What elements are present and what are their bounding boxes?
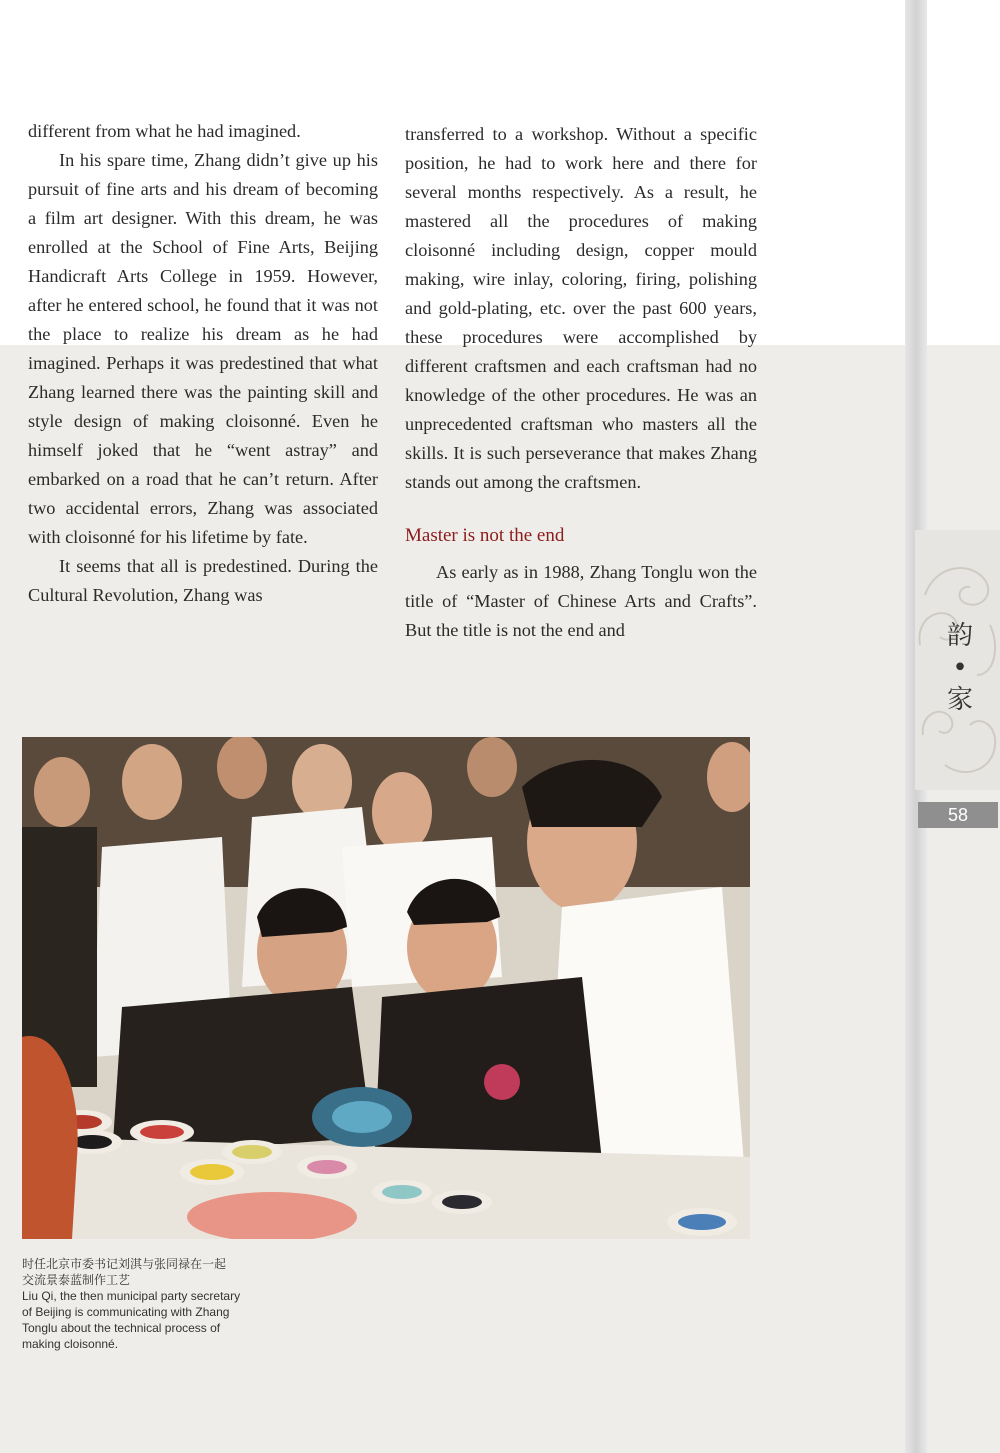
photo-caption <box>22 1256 252 1352</box>
left-text-column <box>28 117 378 610</box>
caption-en: Liu Qi, the then municipal party secretary of Beijing is communicating with Zhang Tonglu about the technical process of making cloisonné. <box>22 1289 241 1351</box>
caption-zh-line-2: 交流景泰蓝制作工艺 <box>22 1273 131 1287</box>
paragraph: different from what he had imagined. <box>28 121 301 141</box>
paragraph: It seems that all is predestined. During the Cultural Revolution, Zhang was <box>28 556 378 605</box>
page-number: 58 <box>918 802 998 828</box>
section-title <box>935 620 985 716</box>
section-title-char-1: 韵 <box>946 621 973 651</box>
caption-zh-line-1: 时任北京市委书记刘淇与张同禄在一起 <box>22 1257 227 1271</box>
section-title-dot: • <box>952 653 968 683</box>
event-photo <box>22 737 750 1239</box>
section-heading: Master is not the end <box>405 525 565 546</box>
right-text-column <box>405 120 757 645</box>
paragraph: As early as in 1988, Zhang Tonglu won the title of “Master of Chinese Arts and Crafts”. But the title is not the end and <box>405 562 757 640</box>
section-title-char-2: 家 <box>946 685 973 715</box>
paragraph: In his spare time, Zhang didn’t give up his pursuit of fine arts and his dream of becoming a film art designer. With this dream, he was enrolled at the School of Fine Arts, Beijing Handicraft Arts College in 1959. However, after he entered school, he found that it was not the place to realize his dream as he had imagined. Perhaps it was predestined that what Zhang learned there was the painting skill and style design of making cloisonné. Even he himself joked that he “went astray” and embarked on a road that he can’t return. After two accidental errors, Zhang was associated with cloisonné for his lifetime by fate. <box>28 150 378 547</box>
paragraph: transferred to a workshop. Without a specific position, he had to work here and there for several months respectively. As a result, he mastered all the procedures of making cloisonné including design, copper mould making, wire inlay, coloring, firing, polishing and gold-plating, etc. over the past 600 years, these procedures were accomplished by different craftsmen and each craftsman had no knowledge of the other procedures. He was an unprecedented craftsman who masters all the skills. It is such perseverance that makes Zhang stands out among the craftsmen. <box>405 124 757 492</box>
